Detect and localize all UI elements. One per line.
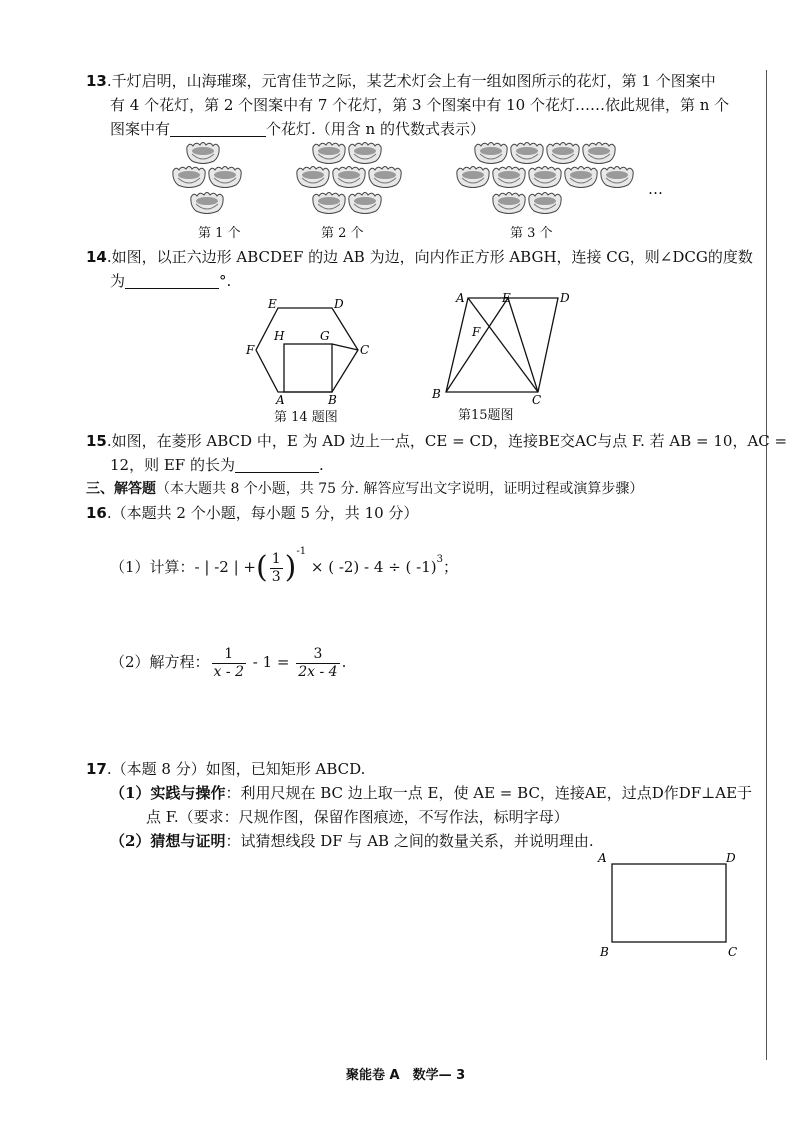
lantern-icon xyxy=(206,164,244,190)
q16-part1: （1）计算：- | -2 | +( $\frac{1}{3}$ )$^{-1}$ × ( -2) - 4 ÷ ( -1)$^3$； xyxy=(110,546,459,585)
q17-part2: （2）猜想与证明：试猜想线段 DF 与 AB 之间的数量关系，并说明理由. xyxy=(110,832,594,850)
label-a: A xyxy=(276,393,285,406)
lantern-icon xyxy=(508,140,546,166)
lantern-icon xyxy=(346,140,384,166)
q13-lantern-figure xyxy=(170,140,690,232)
q17-header: 17.（本题 8 分）如图，已知矩形 ABCD. xyxy=(86,760,366,778)
label-c: C xyxy=(728,945,738,959)
q13-ellipsis: … xyxy=(648,180,663,198)
label-d: D xyxy=(726,851,736,865)
lantern-icon xyxy=(490,190,528,216)
label-a: A xyxy=(456,291,465,305)
hexagon-shape xyxy=(256,308,358,392)
segment-ce xyxy=(508,298,538,392)
margin-rule xyxy=(766,70,767,1060)
diagonal-ac xyxy=(468,298,538,392)
lantern-icon xyxy=(346,190,384,216)
lantern-icon xyxy=(188,190,226,216)
q15-answer-blank[interactable] xyxy=(235,456,319,473)
q13-number: 13 xyxy=(86,72,107,90)
q15-rhombus-figure xyxy=(426,288,576,406)
section3-heading xyxy=(86,478,643,500)
q13-answer-blank[interactable] xyxy=(170,120,266,137)
q14-line2: 为 °. xyxy=(110,272,232,290)
lantern-icon xyxy=(170,164,208,190)
q15-line2: 12，则 EF 的长为 . xyxy=(110,456,324,474)
q17-rectangle-figure xyxy=(590,846,750,966)
lantern-icon xyxy=(330,164,368,190)
segment-be xyxy=(446,298,508,392)
rectangle-shape xyxy=(612,864,726,942)
label-g: G xyxy=(320,329,330,343)
label-h: H xyxy=(274,329,285,343)
q13-line1: 13.千灯启明，山海璀璨，元宵佳节之际，某艺术灯会上有一组如图所示的花灯，第 1 个图案中 xyxy=(86,72,716,90)
q14-caption: 第 14 题图 xyxy=(274,410,338,425)
label-d: D xyxy=(334,297,344,311)
label-b: B xyxy=(600,945,609,959)
q15-number: 15 xyxy=(86,432,107,450)
q16-part2: （2）解方程： $\frac{1}{x - 2}$ - 1 = $\frac{3}{2x - 4}$ . xyxy=(110,645,347,680)
label-e: E xyxy=(502,291,511,305)
lantern-icon xyxy=(366,164,404,190)
lantern-icon xyxy=(454,164,492,190)
q16-number: 16 xyxy=(86,504,107,522)
page-footer: 聚能卷 A 数学— 3 xyxy=(346,1068,466,1083)
square-shape xyxy=(284,344,332,392)
label-b: B xyxy=(328,393,337,406)
section3-title: 三、解答题 xyxy=(86,481,156,497)
lantern-icon xyxy=(598,164,636,190)
q14-line1: 14.如图，以正六边形 ABCDEF 的边 AB 为边，向内作正方形 ABGH，连接 CG，则∠DCG的度数 xyxy=(86,248,753,266)
q13-line3: 图案中有 个花灯.（用含 n 的代数式表示） xyxy=(110,120,485,138)
label-e: E xyxy=(268,297,277,311)
q15-line1: 15.如图，在菱形 ABCD 中，E 为 AD 边上一点，CE = CD，连接BE交AC与点 F. 若 AB = 10，AC = xyxy=(86,432,788,450)
lantern-icon xyxy=(562,164,600,190)
label-a: A xyxy=(598,851,607,865)
label-b: B xyxy=(432,387,441,401)
lantern-icon xyxy=(526,164,564,190)
q13-line2: 有 4 个花灯，第 2 个图案中有 7 个花灯，第 3 个图案中有 10 个花灯……依此规律，第 n 个 xyxy=(110,96,730,114)
label-c: C xyxy=(360,343,370,357)
lantern-icon xyxy=(526,190,564,216)
q13-caption-1: 第 1 个 xyxy=(198,226,241,241)
q17-number: 17 xyxy=(86,760,107,778)
lantern-icon xyxy=(544,140,582,166)
q15-caption: 第15题图 xyxy=(458,408,514,423)
q13-caption-2: 第 2 个 xyxy=(321,226,364,241)
q17-part1-cont: 点 F.（要求：尺规作图，保留作图痕迹，不写作法，标明字母） xyxy=(146,808,569,826)
q13-caption-3: 第 3 个 xyxy=(510,226,553,241)
q16-header: 16.（本题共 2 个小题，每小题 5 分，共 10 分） xyxy=(86,504,419,522)
rhombus-shape xyxy=(446,298,558,392)
lantern-icon xyxy=(472,140,510,166)
label-f: F xyxy=(472,325,481,339)
q14-number: 14 xyxy=(86,248,107,266)
lantern-icon xyxy=(310,140,348,166)
q14-answer-blank[interactable] xyxy=(125,272,219,289)
label-d: D xyxy=(560,291,570,305)
label-f: F xyxy=(246,343,255,357)
q14-hexagon-figure xyxy=(240,296,370,406)
lantern-icon xyxy=(294,164,332,190)
lantern-icon xyxy=(310,190,348,216)
lantern-icon xyxy=(184,140,222,166)
lantern-icon xyxy=(580,140,618,166)
label-c: C xyxy=(532,393,542,406)
q17-part1: （1）实践与操作：利用尺规在 BC 边上取一点 E，使 AE = BC，连接AE，过点D作DF⊥AE于 xyxy=(110,784,753,802)
lantern-icon xyxy=(490,164,528,190)
section3-desc: （本大题共 8 个小题，共 75 分. 解答应写出文字说明，证明过程或演算步骤） xyxy=(156,481,644,497)
